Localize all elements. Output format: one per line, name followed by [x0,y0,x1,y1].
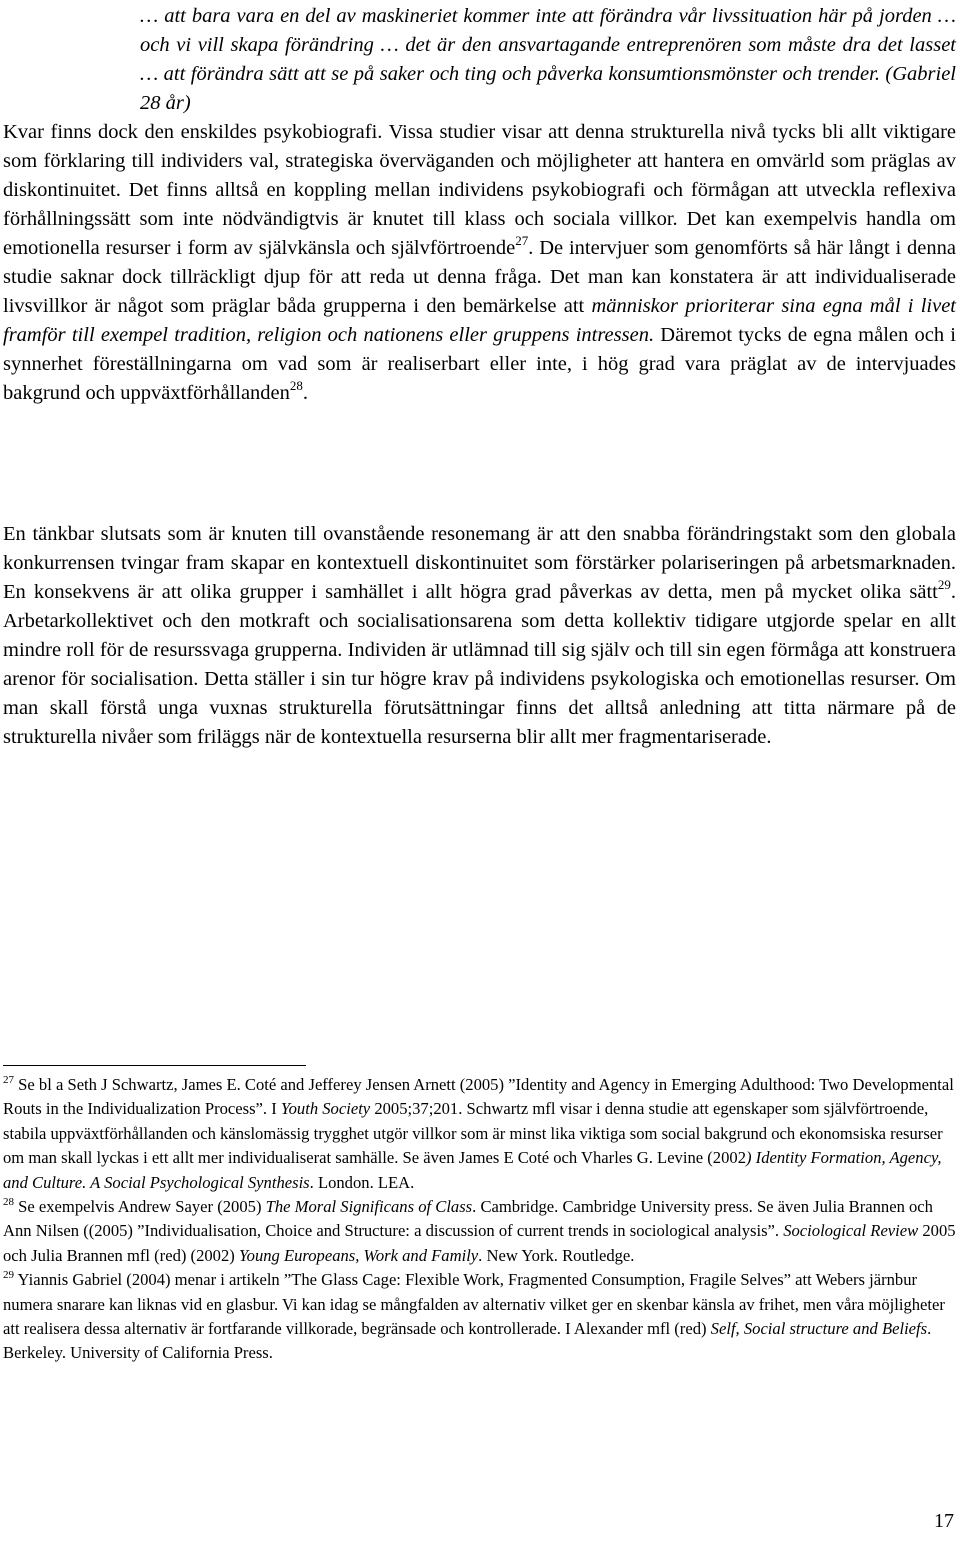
footnote-title: Sociological Review [783,1221,919,1241]
footnote-title: Youth Society [280,1099,371,1119]
footnote-text: Yiannis Gabriel (2004) menar i artikeln ”The Glass Cage: Flexible Work, Fragmented Consumption, Fragile Selves” att Webers järnbur numera snarare kan liknas vid en glasbur. Vi kan idag se mångfalden av alternativ vilket ger en skenbar känsla av frihet, men våra möjligheter att realisera dessa alternativ är fortfarande villkorade, begränsade och kontrollerade. I Alexander mfl (red) [3,1270,945,1339]
quote-attribution: (Gabriel 28 år) [140,63,957,114]
footnote-29 [3,1268,956,1366]
footnote-title: Self, Social structure and Beliefs [710,1319,928,1339]
footnote-27 [3,1073,956,1195]
footnote-text: Se exempelvis Andrew Sayer (2005) [14,1197,266,1217]
footnote-text: . New York. Routledge. [478,1245,635,1265]
footnote-title: ) Identity Formation, Agency, and Culture. A Social Psychological Synthesis [3,1148,942,1192]
footnote-ref-29[interactable]: 29 [937,577,951,592]
paragraph-text: Däremot tycks de egna målen och i synnerhet föreställningarna om vad som är realiserbart eller inte, i hög grad vara präglat av de intervjuades bakgrund och uppväxtförhållanden [3,324,956,404]
page-number: 17 [934,1510,954,1532]
footnote-ref-28[interactable]: 28 [289,378,303,393]
footnote-text: . Cambridge. Cambridge University press. Se även Julia Brannen och Ann Nilsen ((2005) ”Individualisation, Choice and Structure: a discussion of current trends in sociological analysis”. [3,1197,933,1241]
footnote-ref-27[interactable]: 27 [515,233,529,248]
footnote-title: The Moral Significans of Class [265,1197,473,1217]
block-quote [140,2,956,118]
footnote-text: 2005;37;201. Schwartz mfl visar i denna studie att egenskaper som självförtroende, stabila uppväxtförhållanden och känslomässig trygghet utgör villkor som är minst lika viktiga som social bakgrund och ekonomsiska resurser om man skall lyckas i ett allt mer individualiserat samhälle. Se även James E Coté och Vharles G. Levine (2002 [3,1099,943,1168]
footnote-number: 28 [3,1196,14,1209]
paragraph-text: En tänkbar slutsats som är knuten till ovanstående resonemang är att den snabba förändringstakt som den globala konkurrensen tvingar fram skapar en kontextuell diskontinuitet som förstärker polariseringen på arbetsmarknaden. En konsekvens är att olika grupper i samhället i allt högra grad påverkas av detta, men på mycket olika sätt [3,523,956,603]
paragraph-psykobiografi [3,118,956,408]
footnote-number: 27 [3,1074,14,1086]
footnote-text: . Berkeley. University of California Press. [3,1319,932,1363]
footnote-title: Young Europeans, Work and Family [238,1245,479,1265]
paragraph-text: . Arbetarkollektivet och den motkraft och socialisationsarena som detta kollektiv tidigare utgjorde spelar en allt mindre roll för de resurssvaga grupperna. Individen är utlämnad till sig själv och till sin egen förmåga att konstruera arenor för socialisation. Detta ställer i sin tur högre krav på individens psykologiska och emotionellas resurser. Om man skall förstå unga vuxnas strukturella förutsättningar finns det alltså anledning att titta närmare på de strukturella nivåer som friläggs när de kontextuella resurserna blir allt mer fragmentariserade. [3,581,956,748]
footnote-number: 29 [3,1269,14,1282]
footnote-text: . London. LEA. [309,1172,415,1192]
footnotes [3,1073,956,1366]
paragraph-text: . [302,382,309,404]
footnote-separator [3,1065,306,1066]
quote-text: … att bara vara en del av maskineriet kommer inte att förändra vår livssituation här på jorden … och vi vill skapa förändring … det är den ansvartagande entreprenören som måste dra det lasset … att förändra sätt att se på saker och ting och påverka konsumtionsmönster och trender. [140,5,956,85]
paragraph-text: . De intervjuer som genomförts så här långt i denna studie saknar dock tillräckligt djup för att reda ut denna fråga. Det man kan konstatera är att individualiserade livsvillkor är något som präglar båda grupperna i den bemärkelse att [3,237,956,317]
footnote-text: 2005 och Julia Brannen mfl (red) (2002) [3,1221,956,1265]
italic-emphasis: människor prioriterar sina egna mål i livet framför till exempel tradition, religion och nationens eller gruppens intressen. [3,295,956,346]
paragraph-slutsats [3,520,956,752]
footnote-28 [3,1195,956,1268]
paragraph-text: Kvar finns dock den enskildes psykobiografi. Vissa studier visar att denna strukturella nivå tycks bli allt viktigare som förklaring till individers val, strategiska överväganden och möjligheter att hantera en omvärld som präglas av diskontinuitet. Det finns alltså en koppling mellan individens psykobiografi och förmågan att utveckla reflexiva förhållningssätt som inte nödvändigtvis är knutet till klass och sociala villkor. Det kan exempelvis handla om emotionella resurser i form av självkänsla och självförtroende [3,121,956,259]
footnote-text: Se bl a Seth J Schwartz, James E. Coté and Jefferey Jensen Arnett (2005) ”Identity and Agency in Emerging Adulthood: Two Developmental Routs in the Individualization Process”. I [3,1075,954,1119]
